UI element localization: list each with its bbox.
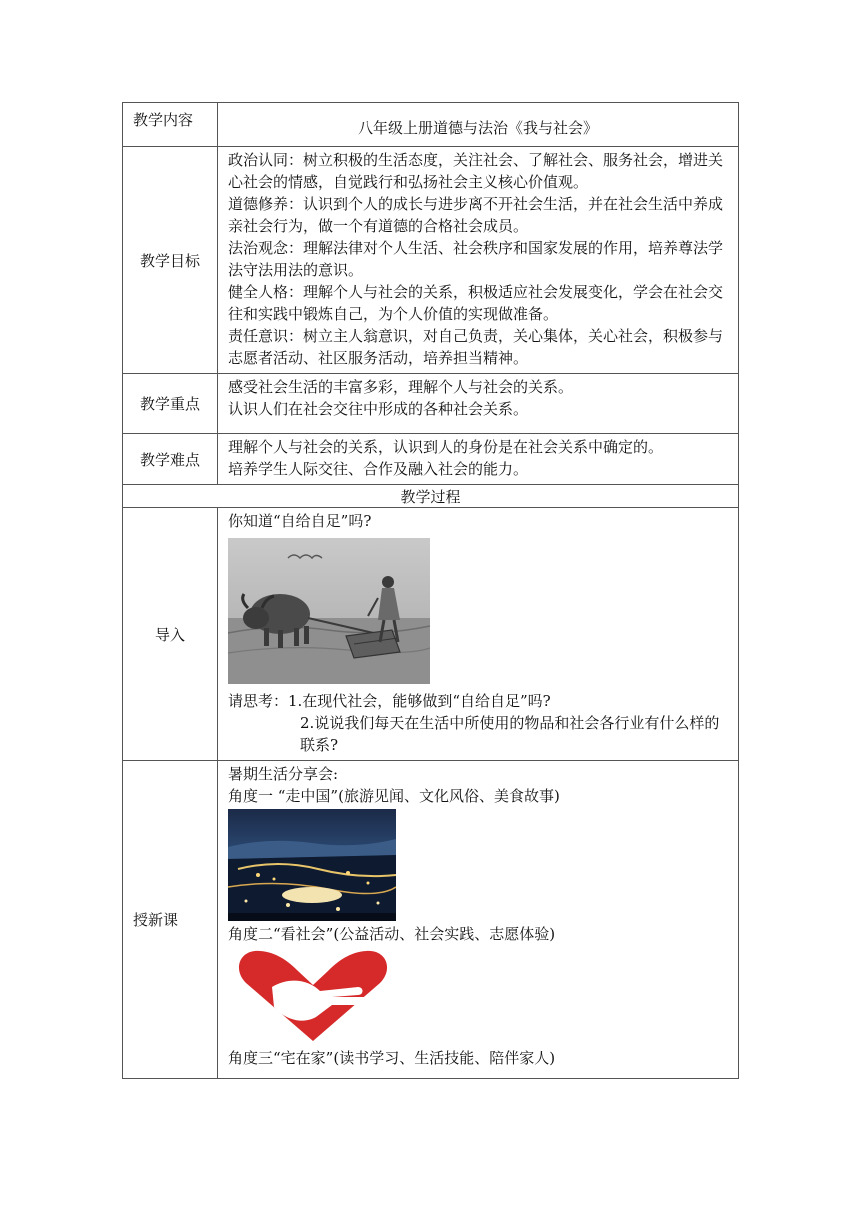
label-difficult-points: 教学难点 <box>123 434 218 485</box>
row-process-header <box>123 485 739 508</box>
key-point-item: 感受社会生活的丰富多彩，理解个人与社会的关系。 <box>228 378 574 396</box>
row-teaching-goals <box>123 147 739 374</box>
difficult-points-content <box>218 434 739 485</box>
goal-item: 法治观念：理解法律对个人生活、社会秩序和国家发展的作用，培养尊法学法守法用法的意识。 <box>228 239 724 279</box>
goal-item: 政治认同：树立积极的生活态度，关注社会、了解社会、服务社会，增进关心社会的情感，自觉践行和弘扬社会主义核心价值观。 <box>228 151 724 191</box>
new-lesson-content <box>218 761 739 1079</box>
lesson-plan-table <box>122 102 739 1079</box>
row-teaching-content <box>123 103 739 147</box>
key-points-content <box>218 374 739 434</box>
angle-1-text: 角度一 “走中国”(旅游见闻、文化风俗、美食故事) <box>228 787 560 805</box>
lesson-title: 八年级上册道德与法治《我与社会》 <box>218 103 739 147</box>
label-key-points: 教学重点 <box>123 374 218 434</box>
difficult-point-item: 培养学生人际交往、合作及融入社会的能力。 <box>228 460 529 478</box>
goals-content <box>218 147 739 374</box>
row-key-points <box>123 374 739 434</box>
label-teaching-content: 教学内容 <box>123 103 218 147</box>
difficult-point-item: 理解个人与社会的关系，认识到人的身份是在社会关系中确定的。 <box>228 438 664 456</box>
farming-ox-image <box>228 538 430 684</box>
row-difficult-points <box>123 434 739 485</box>
new-lesson-heading: 暑期生活分享会: <box>228 765 339 783</box>
label-new-lesson: 授新课 <box>123 761 218 1079</box>
intro-content <box>218 508 739 761</box>
goal-item: 健全人格：理解个人与社会的关系，积极适应社会发展变化，学会在社会交往和实践中锻炼自己，为个人价值的实现做准备。 <box>228 283 724 323</box>
volunteer-heart-logo <box>228 947 398 1045</box>
row-new-lesson <box>123 761 739 1079</box>
goal-item: 责任意识：树立主人翁意识，对自己负责，关心集体，关心社会，积极参与志愿者活动、社区服务活动，培养担当精神。 <box>228 327 724 367</box>
label-intro: 导入 <box>123 508 218 761</box>
intro-question: 你知道“自给自足”吗? <box>228 512 372 530</box>
intro-think-1: 请思考：1.在现代社会，能够做到“自给自足”吗? <box>228 692 551 710</box>
key-point-item: 认识人们在社会交往中形成的各种社会关系。 <box>228 400 529 418</box>
row-intro <box>123 508 739 761</box>
angle-2-text: 角度二“看社会”(公益活动、社会实践、志愿体验) <box>228 925 556 943</box>
section-header-process: 教学过程 <box>123 485 739 508</box>
night-city-image <box>228 809 396 921</box>
angle-3-text: 角度三“宅在家”(读书学习、生活技能、陪伴家人) <box>228 1049 556 1067</box>
intro-think-2: 2.说说我们每天在生活中所使用的物品和社会各行业有什么样的联系? <box>300 714 720 754</box>
label-teaching-goals: 教学目标 <box>123 147 218 374</box>
goal-item: 道德修养：认识到个人的成长与进步离不开社会生活，并在社会生活中养成亲社会行为，做一个有道德的合格社会成员。 <box>228 195 724 235</box>
